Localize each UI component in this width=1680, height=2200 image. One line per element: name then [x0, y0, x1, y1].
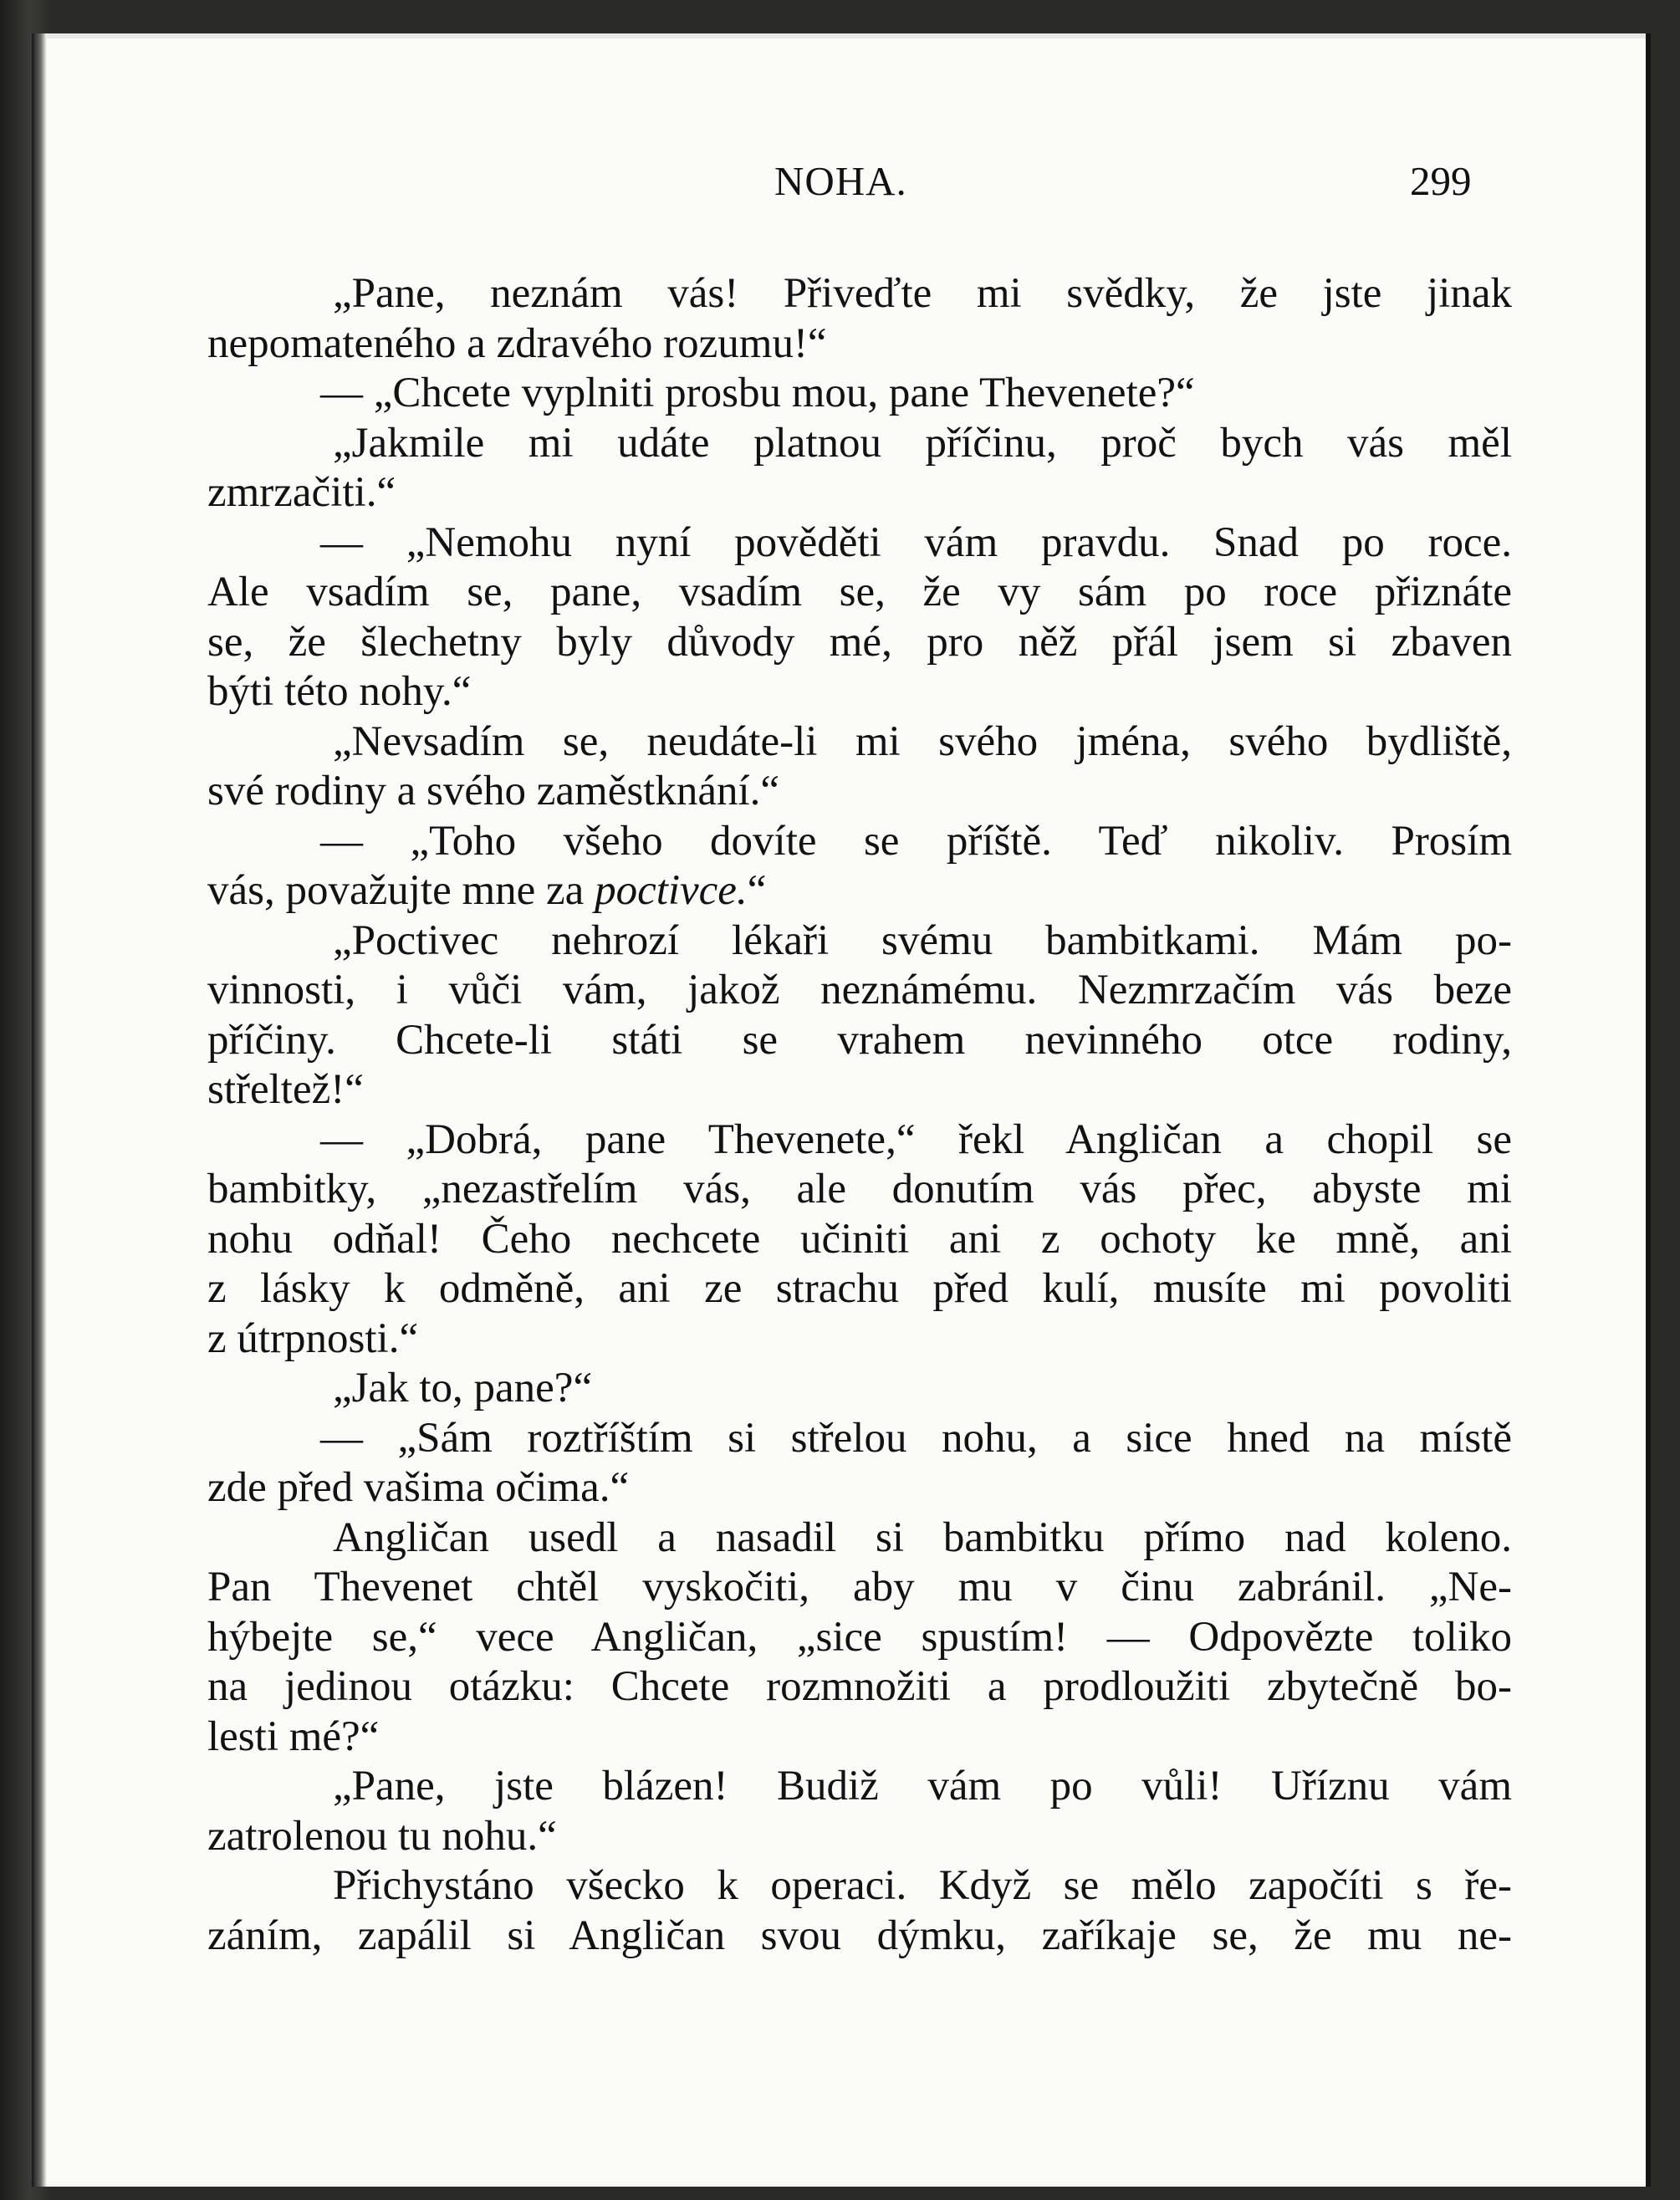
paragraph — [207, 419, 1512, 518]
paragraph — [207, 817, 1512, 916]
text-line: Pan Thevenet chtěl vyskočiti, aby mu v činu zabránil. „Ne- — [207, 1564, 1512, 1610]
text-line: střeltež!“ — [207, 1066, 364, 1113]
italic-word: poctivce. — [595, 867, 748, 914]
text-line: lesti mé?“ — [207, 1713, 380, 1760]
closing-quote: “ — [747, 867, 767, 914]
paragraph — [207, 518, 1512, 717]
paragraph — [207, 717, 1512, 817]
text-line: se, že šlechetny byly důvody mé, pro něž přál jsem si zbaven — [207, 618, 1512, 666]
chapter-title: NOHA. — [774, 158, 907, 204]
text-fragment: vás, považujte mne za — [207, 867, 585, 914]
text-line: zatrolenou tu nohu.“ — [207, 1812, 557, 1860]
paragraph — [207, 1513, 1512, 1763]
text-line: „Jak to, pane?“ — [333, 1365, 593, 1411]
text-line: záním, zapálil si Angličan svou dýmku, zaříkaje se, že mu ne- — [207, 1912, 1512, 1959]
text-line: Angličan usedl a nasadil si bambitku přímo nad koleno. — [333, 1513, 1512, 1561]
running-header — [32, 157, 1651, 216]
paragraph — [207, 1115, 1512, 1365]
text-line: zde před vašima očima.“ — [207, 1464, 630, 1511]
text-line: nohu odňal! Čeho nechcete učiniti ani z ochoty ke mně, ani — [207, 1215, 1512, 1263]
text-line: — „Dobrá, pane Thevenete,“ řekl Angličan a chopil se — [320, 1115, 1512, 1163]
text-line: na jedinou otázku: Chcete rozmnožiti a prodloužiti zbytečně bo- — [207, 1663, 1512, 1710]
text-line: Ale vsadím se, pane, vsadím se, že vy sám po roce přiznáte — [207, 569, 1512, 615]
book-page — [32, 33, 1651, 2187]
page-number: 299 — [1410, 158, 1472, 204]
text-line: nepomateného a zdravého rozumu!“ — [207, 319, 827, 367]
text-line: „Nevsadím se, neudáte-li mi svého jména, svého bydliště, — [333, 717, 1512, 765]
text-line: z útrpnosti.“ — [207, 1314, 419, 1362]
paragraph — [207, 269, 1512, 369]
text-line: — „Nemohu nyní pověděti vám pravdu. Snad po roce. — [320, 518, 1512, 566]
text-line: z lásky k odměně, ani ze strachu před kulí, musíte mi povoliti — [207, 1265, 1512, 1312]
text-line: Přichystáno všecko k operaci. Když se mělo započíti s ře- — [333, 1862, 1512, 1909]
body-text — [207, 269, 1512, 1961]
text-line: „Jakmile mi udáte platnou příčinu, proč bych vás měl — [333, 419, 1512, 467]
paragraph — [207, 1364, 1512, 1414]
text-line: — „Sám roztříštím si střelou nohu, a sice hned na místě — [320, 1414, 1512, 1462]
text-line: příčiny. Chcete-li státi se vrahem nevinného otce rodiny, — [207, 1016, 1512, 1064]
text-line: své rodiny a svého zaměstknání.“ — [207, 768, 780, 814]
text-line: bambitky, „nezastřelím vás, ale donutím vás přec, abyste mi — [207, 1166, 1512, 1212]
paragraph — [207, 369, 1512, 419]
paragraph — [207, 916, 1512, 1115]
text-line: zmrzačiti.“ — [207, 469, 396, 516]
paragraph — [207, 1861, 1512, 1961]
paragraph — [207, 1414, 1512, 1513]
text-line — [207, 866, 1512, 916]
text-line: vinnosti, i vůči vám, jakož neznámému. Nezmrzačím vás beze — [207, 967, 1512, 1013]
text-line: býti této nohy.“ — [207, 668, 472, 715]
text-line: — „Chcete vyplniti prosbu mou, pane Thevenete?“ — [320, 370, 1195, 416]
text-line: „Poctivec nehrozí lékaři svému bambitkami. Mám po- — [333, 916, 1512, 964]
text-line: — „Toho všeho dovíte se příště. Teď nikoliv. Prosím — [320, 817, 1512, 865]
text-line: „Pane, neznám vás! Přiveďte mi svědky, že jste jinak — [333, 270, 1512, 317]
text-line: „Pane, jste blázen! Budiž vám po vůli! Uříznu vám — [333, 1763, 1512, 1810]
text-line: hýbejte se,“ vece Angličan, „sice spustím! — Odpovězte toliko — [207, 1613, 1512, 1661]
paragraph — [207, 1762, 1512, 1861]
